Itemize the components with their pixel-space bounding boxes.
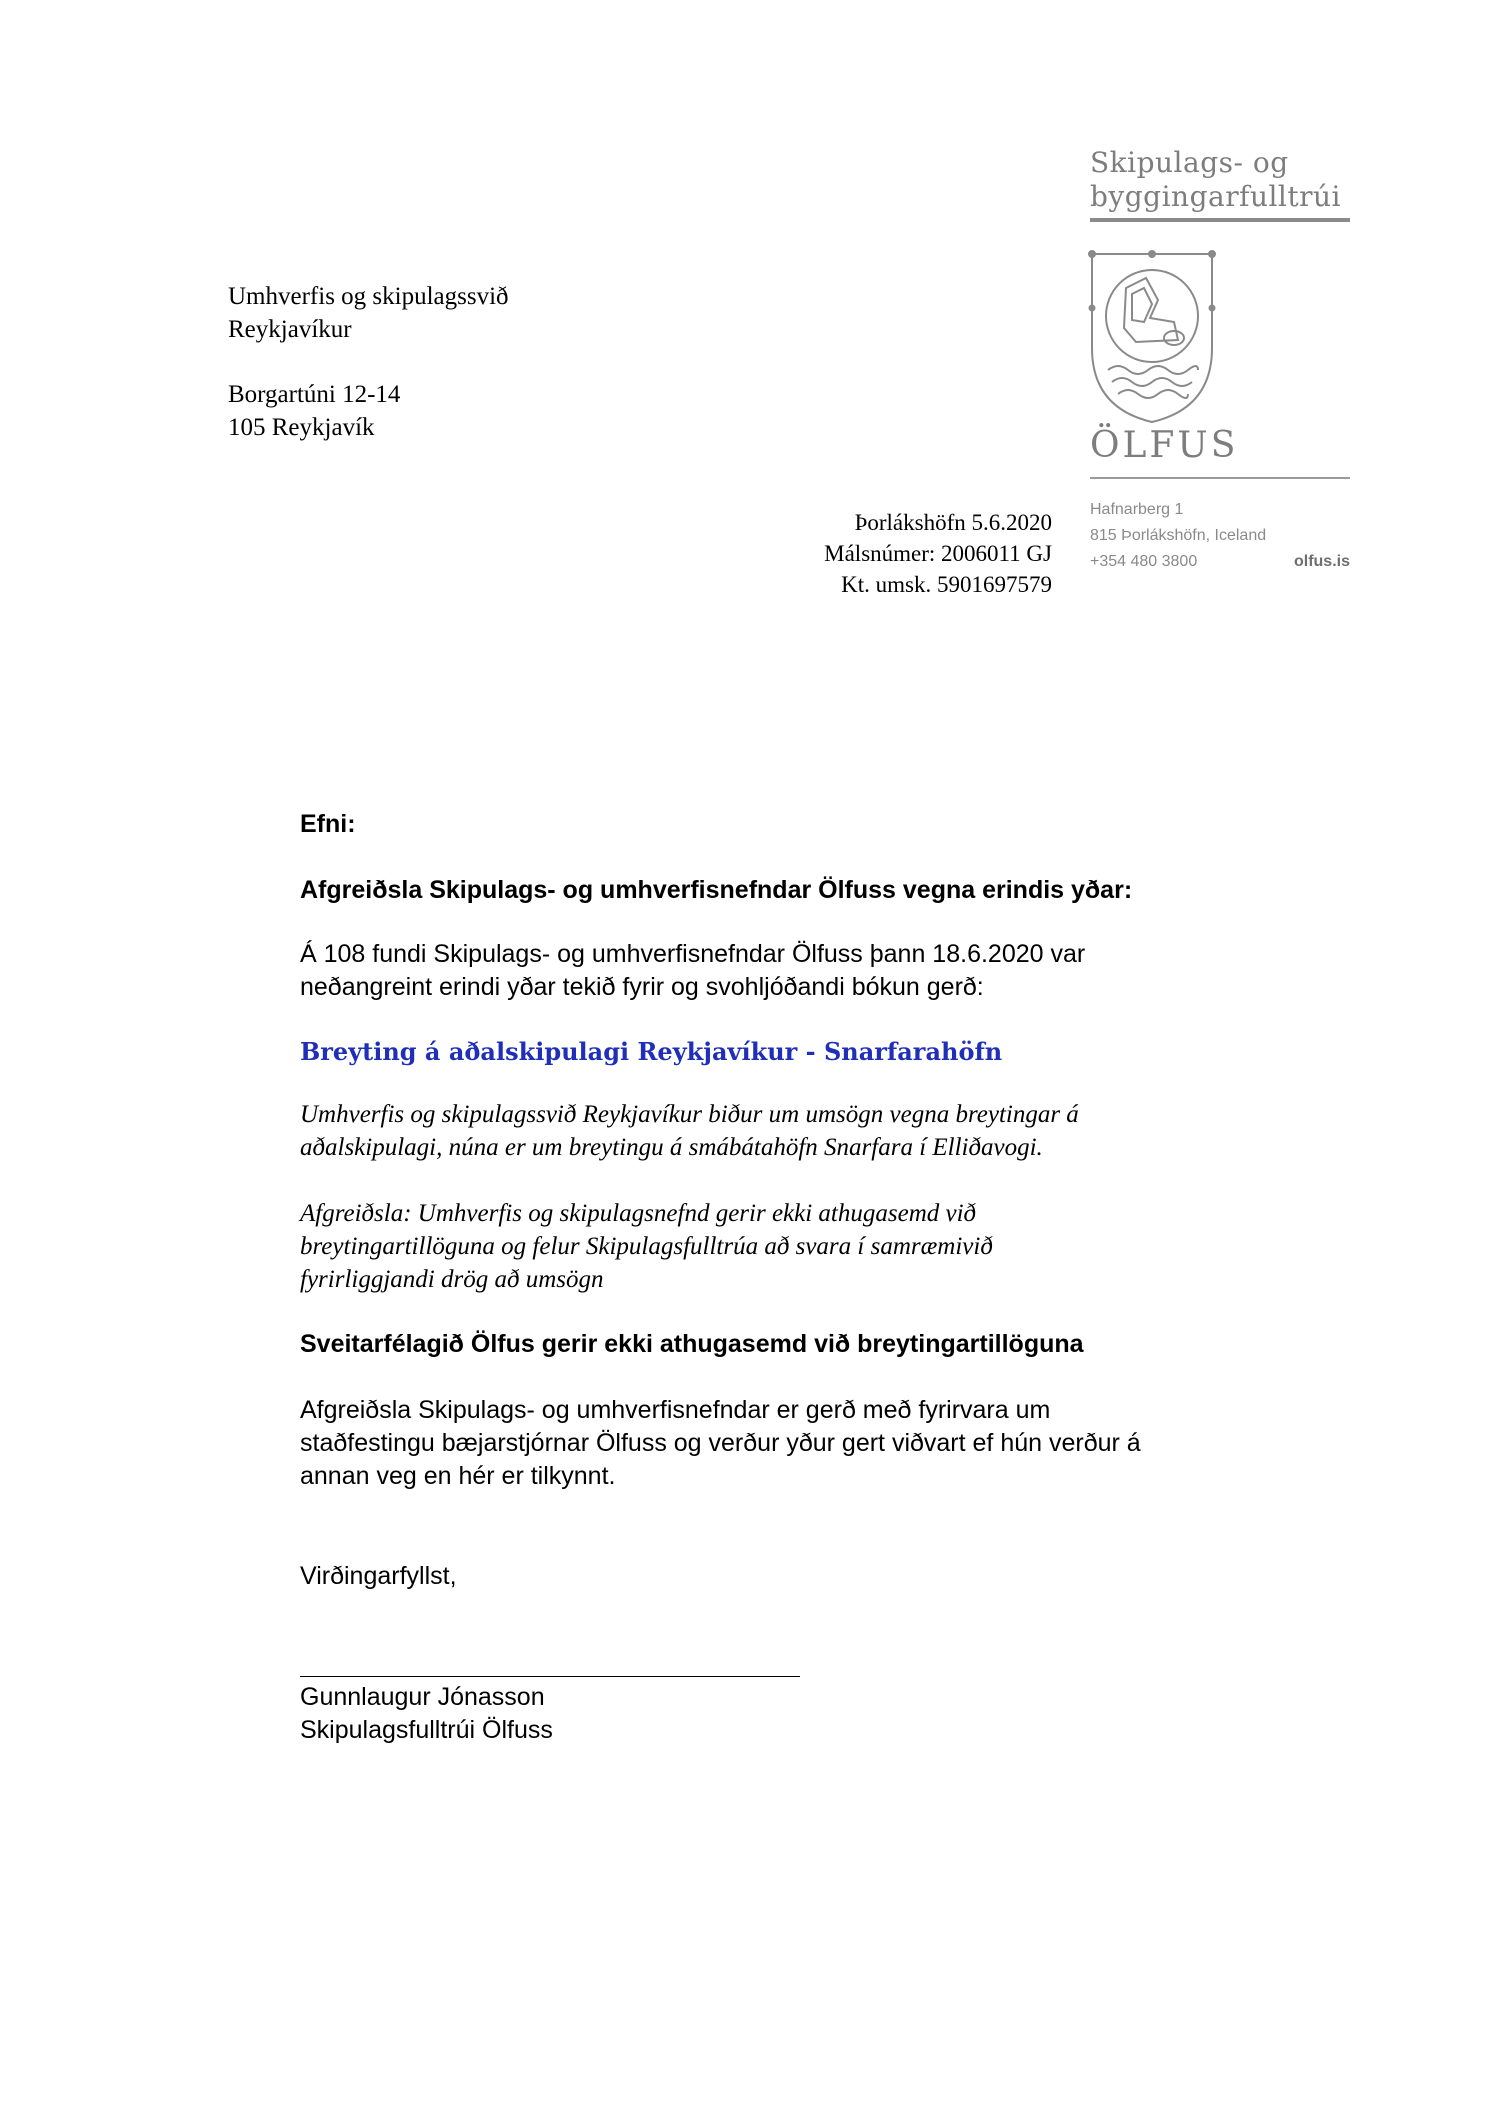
resolution-line1: Afgreiðsla: Umhverfis og skipulagsnefnd gerir ekki athugasemd við [300, 1200, 977, 1227]
recipient-line1: Umhverfis og skipulagssvið [228, 283, 509, 310]
kt-number: Kt. umsk. 5901697579 [841, 572, 1052, 597]
olfus-crest-icon [1088, 248, 1216, 428]
intro-line2: neðangreint erindi yðar tekið fyrir og svohljóðandi bókun gerð: [300, 973, 984, 1001]
subject-label: Efni: [300, 810, 356, 838]
brand-divider [1090, 477, 1350, 479]
resolution-line2: breytingartillöguna og felur Skipulagsfulltrúa að svara í samræmivið [300, 1233, 993, 1260]
signer-name: Gunnlaugur Jónasson [300, 1683, 545, 1711]
recipient-line2: Reykjavíkur [228, 316, 352, 343]
department-title [1090, 146, 1350, 214]
note-paragraph [300, 1394, 1250, 1493]
closing-salutation: Virðingarfyllst, [300, 1562, 457, 1590]
department-divider [1090, 218, 1350, 222]
intro-paragraph [300, 938, 1250, 1004]
case-number: Málsnúmer: 2006011 GJ [824, 541, 1052, 566]
contact-website-link[interactable]: olfus.is [1293, 553, 1350, 570]
case-title: Breyting á aðalskipulagi Reykjavíkur - Snarfarahöfn [300, 1037, 1003, 1066]
department-title-line2: byggingarfulltrúi [1090, 180, 1342, 213]
conclusion-heading: Sveitarfélagið Ölfus gerir ekki athugasemd við breytingartillöguna [300, 1330, 1084, 1358]
recipient-address [228, 280, 509, 476]
resolution-line3: fyrirliggjandi drög að umsögn [300, 1266, 604, 1293]
note-line2: staðfestingu bæjarstjórnar Ölfuss og verður yður gert viðvart ef hún verður á [300, 1429, 1141, 1457]
note-line1: Afgreiðsla Skipulags- og umhverfisnefndar er gerð með fyrirvara um [300, 1396, 1051, 1424]
letter-body [300, 808, 1250, 1747]
contact-phone-row [1090, 549, 1350, 575]
contact-city: 815 Þorlákshöfn, Iceland [1090, 527, 1267, 544]
brand-name: ÖLFUS [1090, 425, 1239, 466]
recipient-street: Borgartúni 12-14 [228, 381, 401, 408]
letter-meta [824, 507, 1052, 600]
letter-date: Þorlákshöfn 5.6.2020 [854, 510, 1052, 535]
contact-street: Hafnarberg 1 [1090, 501, 1184, 518]
case-desc-line1: Umhverfis og skipulagssvið Reykjavíkur biður um umsögn vegna breytingar á [300, 1101, 1079, 1128]
letter-heading: Afgreiðsla Skipulags- og umhverfisnefndar Ölfuss vegna erindis yðar: [300, 876, 1133, 904]
resolution-paragraph [300, 1197, 1250, 1296]
note-line3: annan veg en hér er tilkynnt. [300, 1462, 616, 1490]
contact-block [1090, 497, 1350, 575]
case-description [300, 1098, 1250, 1164]
signer-title: Skipulagsfulltrúi Ölfuss [300, 1716, 553, 1744]
recipient-postcode: 105 Reykjavík [228, 414, 375, 441]
department-title-line1: Skipulags- og [1090, 146, 1289, 179]
case-desc-line2: aðalskipulagi, núna er um breytingu á smábátahöfn Snarfara í Elliðavogi. [300, 1134, 1043, 1161]
contact-phone: +354 480 3800 [1090, 553, 1198, 570]
intro-line1: Á 108 fundi Skipulags- og umhverfisnefndar Ölfuss þann 18.6.2020 var [300, 940, 1086, 968]
